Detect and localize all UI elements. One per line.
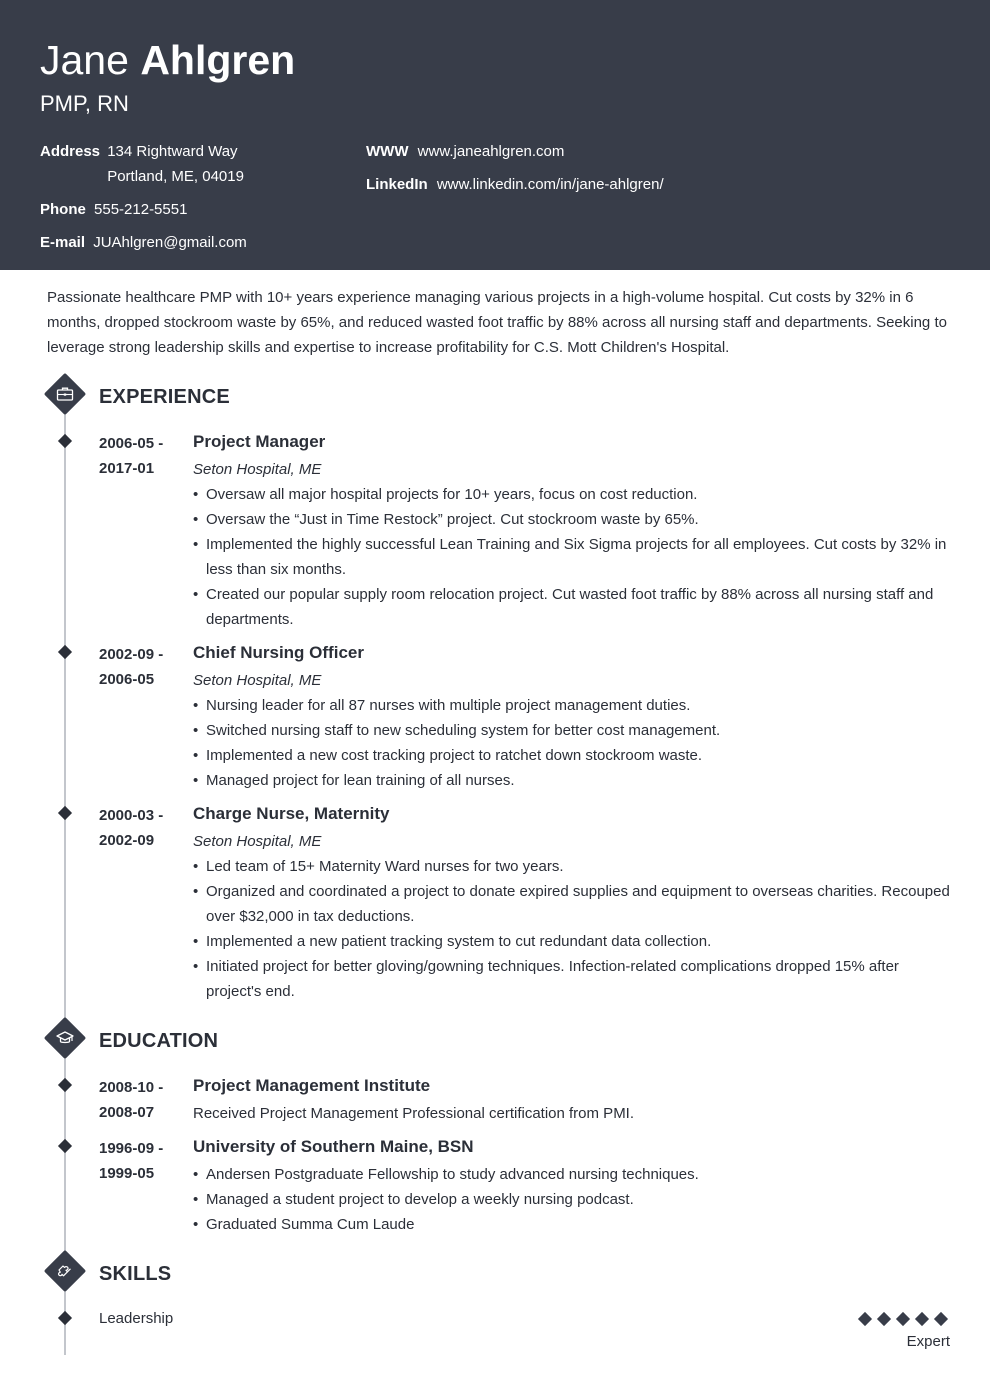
date-start: 2000-03 - [99,807,164,824]
contact-address [40,139,244,189]
rating-diamond [896,1312,910,1326]
list-item: • Led team of 15+ Maternity Ward nurses for two years. [193,854,953,879]
job-title: Chief Nursing Officer [193,643,364,662]
date-start: 2006-05 - [99,435,164,452]
phone-value: 555-212-5551 [94,201,188,218]
timeline-marker [58,1311,72,1325]
institution-name: University of Southern Maine, BSN [193,1137,474,1156]
employer: Seton Hospital, ME [193,461,322,478]
timeline-line [64,400,66,1355]
timeline-marker [58,434,72,448]
skills-heading: SKILLS [99,1263,172,1285]
address-label: Address [40,143,101,160]
rating-diamond [915,1312,929,1326]
education-bullets [193,1162,953,1237]
employer: Seton Hospital, ME [193,672,322,689]
contact-email [40,230,247,255]
date-end: 2002-09 [99,832,155,849]
summary-text: Passionate healthcare PMP with 10+ years experience managing various projects in a high-volume hospital. Cut costs by 32% in 6 months, dropped stockroom waste by 65%, and reduced wasted foot traffic by 88% across all nursing staff and departments. Seeking to leverage strong leadership skills and expertise to increase profitability for C.S. Mott Children's Hospital. [47,289,947,356]
list-item: • Graduated Summa Cum Laude [193,1212,953,1237]
skill-level: Expert [906,1333,950,1350]
date-start: 2002-09 - [99,646,164,663]
address-line-1: 134 Rightward Way [107,143,238,160]
experience-date [99,642,189,692]
contact-website [366,139,564,164]
date-end: 2008-07 [99,1104,155,1121]
list-item: • Oversaw the “Just in Time Restock” project. Cut stockroom waste by 65%. [193,507,953,532]
timeline-marker [58,1078,72,1092]
list-item: • Implemented a new cost tracking project to ratchet down stockroom waste. [193,743,953,768]
first-name: Jane [40,37,129,83]
experience-date [99,803,189,853]
list-item: • Created our popular supply room relocation project. Cut wasted foot traffic by 88% across all nursing staff and departments. [193,582,953,632]
experience-date [99,431,189,481]
skills-section-icon [44,1250,86,1292]
education-description: Received Project Management Professional certification from PMI. [193,1105,635,1122]
timeline-marker [58,645,72,659]
last-name: Ahlgren [140,37,296,83]
skill-name: Leadership [99,1310,174,1327]
list-item: • Managed project for lean training of all nurses. [193,768,953,793]
education-date [99,1136,189,1186]
email-value[interactable]: JUAhlgren@gmail.com [93,234,247,251]
list-item: • Andersen Postgraduate Fellowship to study advanced nursing techniques. [193,1162,953,1187]
date-end: 1999-05 [99,1165,155,1182]
list-item: • Nursing leader for all 87 nurses with multiple project management duties. [193,693,953,718]
www-value[interactable]: www.janeahlgren.com [417,143,565,160]
experience-heading: EXPERIENCE [99,386,230,408]
list-item: • Oversaw all major hospital projects for 10+ years, focus on cost reduction. [193,482,953,507]
briefcase-icon [55,384,75,404]
institution-name: Project Management Institute [193,1076,431,1095]
list-item: • Managed a student project to develop a weekly nursing podcast. [193,1187,953,1212]
job-bullets [193,693,953,793]
address-value [107,139,244,189]
date-start: 1996-09 - [99,1140,164,1157]
timeline-marker [58,1139,72,1153]
list-item: • Organized and coordinated a project to donate expired supplies and equipment to overseas charities. Recouped over $32,000 in tax deductions. [193,879,953,929]
date-end: 2006-05 [99,671,155,688]
timeline-marker [58,806,72,820]
contact-linkedin [366,172,664,197]
email-label: E-mail [40,234,86,251]
address-line-2: Portland, ME, 04019 [107,168,244,185]
puzzle-piece-icon [55,1261,75,1281]
rating-diamond [877,1312,891,1326]
job-bullets [193,482,953,632]
rating-diamond [858,1312,872,1326]
linkedin-label: LinkedIn [366,176,428,193]
date-end: 2017-01 [99,460,155,477]
education-date [99,1075,189,1125]
graduation-cap-icon [55,1028,75,1048]
resume-header [0,0,990,270]
employer: Seton Hospital, ME [193,833,322,850]
skill-rating [858,1312,950,1326]
education-heading: EDUCATION [99,1030,219,1052]
job-title: Charge Nurse, Maternity [193,804,390,823]
job-title: Project Manager [193,432,326,451]
rating-diamond [934,1312,948,1326]
linkedin-value[interactable]: www.linkedin.com/in/jane-ahlgren/ [436,176,664,193]
experience-section-icon [44,373,86,415]
date-start: 2008-10 - [99,1079,164,1096]
job-bullets [193,854,953,1004]
candidate-name [40,36,295,84]
credentials: PMP, RN [40,91,129,116]
list-item: • Implemented the highly successful Lean Training and Six Sigma projects for all employees. Cut costs by 32% in less than six months. [193,532,953,582]
education-section-icon [44,1017,86,1059]
phone-label: Phone [40,201,86,218]
list-item: • Switched nursing staff to new scheduling system for better cost management. [193,718,953,743]
list-item: • Initiated project for better gloving/gowning techniques. Infection-related complications dropped 15% after project's end. [193,954,953,1004]
contact-phone [40,197,187,222]
www-label: WWW [366,143,409,160]
list-item: • Implemented a new patient tracking system to cut redundant data collection. [193,929,953,954]
